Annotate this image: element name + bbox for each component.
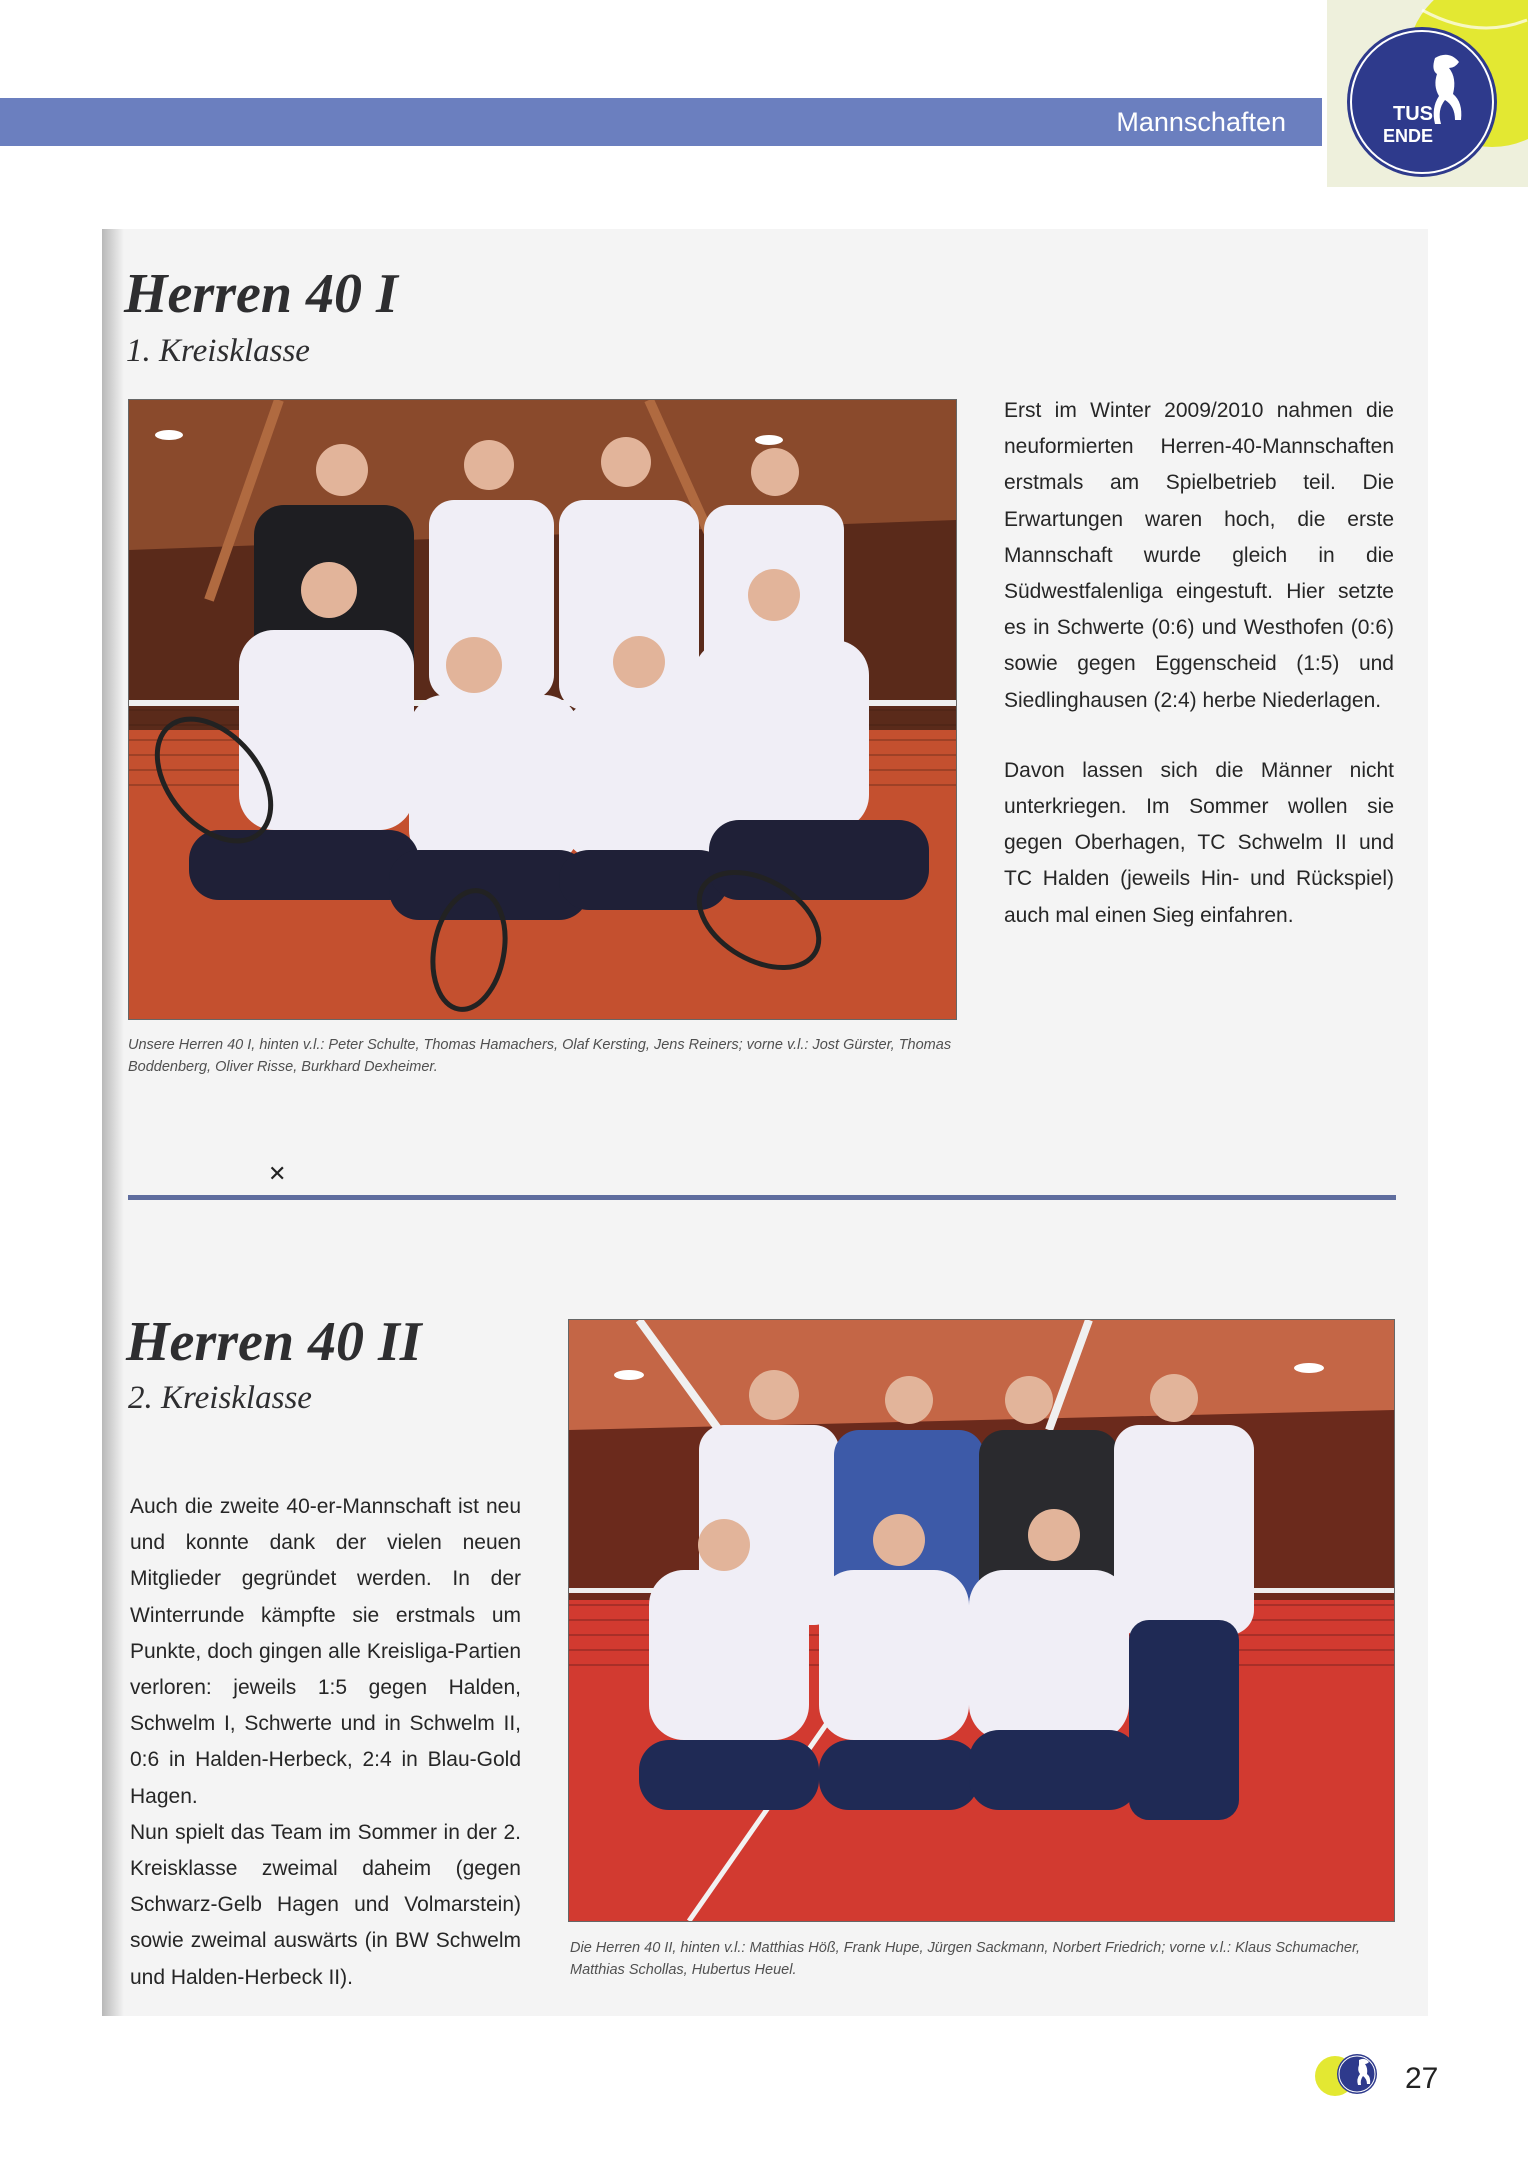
team1-text (1004, 393, 1394, 968)
header-bar (0, 98, 1322, 146)
footer-club-logo (1313, 2050, 1391, 2100)
team1-league: 1. Kreisklasse (126, 333, 310, 369)
team1-paragraph-2: Davon lassen sich die Männer nicht unterkriegen. Im Sommer wollen sie gegen Oberhagen, TC Schwelm II und TC Halden (jeweils Hin- und Rückspiel) auch mal einen Sieg einfahren. (1004, 758, 1394, 927)
scan-speck: ✕ (268, 1162, 287, 1187)
team2-title: Herren 40 II (126, 1311, 422, 1373)
team2-photo (568, 1319, 1395, 1922)
team1-photo (128, 399, 957, 1020)
team2-paragraph-1: Auch die zweite 40-er-Mannschaft ist neu und konnte dank der vielen neuen Mitglieder gegründet werden. In der Winterrunde kämpfte sie erstmals um Punkte, doch gingen alle Kreisliga-Partien verloren: jeweils 1:5 gegen Halden, Schwelm I, Schwerte und in Schwelm II, 0:6 in Halden-Herbeck, 2:4 in Blau-Gold Hagen. (130, 1495, 521, 1808)
team1-paragraph-1: Erst im Winter 2009/2010 nahmen die neuformierten Herren-40-Mannschaften erstmals am Spielbetrieb teil. Die Erwartungen waren hoch, die erste Mannschaft wurde gleich in die Südwestfalenliga eingestuft. Hier setzte es in Schwerte (0:6) und Westhofen (0:6) sowie gegen Eggenscheid (1:5) und Siedlinghausen (2:4) herbe Niederlagen. (1004, 399, 1394, 712)
team1-photo-caption: Unsere Herren 40 I, hinten v.l.: Peter Schulte, Thomas Hamachers, Olaf Kersting, Jens Reiners; vorne v.l.: Jost Gürster, Thomas Boddenberg, Oliver Risse, Burkhard Dexheimer. (128, 1037, 952, 1075)
page-number: 27 (1405, 2062, 1439, 2095)
section-label: Mannschaften (1116, 107, 1286, 137)
team2-league: 2. Kreisklasse (128, 1380, 312, 1416)
team2-text (130, 1489, 521, 1996)
team1-title: Herren 40 I (124, 263, 398, 325)
section-divider (128, 1195, 1396, 1200)
team2-photo-caption: Die Herren 40 II, hinten v.l.: Matthias Höß, Frank Hupe, Jürgen Sackmann, Norbert Friedrich; vorne v.l.: Klaus Schumacher, Matthias Schollas, Hubertus Heuel. (570, 1940, 1361, 1978)
logo-text-ende: ENDE (1383, 126, 1434, 146)
club-logo (1327, 0, 1528, 187)
logo-text-tus: TUS (1393, 103, 1433, 125)
scan-shadow-edge (102, 229, 124, 2016)
team2-paragraph-2: Nun spielt das Team im Sommer in der 2. Kreisklasse zweimal daheim (gegen Schwarz-Gelb Hagen und Volmarstein) sowie zweimal auswärts (in BW Schwelm und Halden-Herbeck II). (130, 1820, 521, 1989)
